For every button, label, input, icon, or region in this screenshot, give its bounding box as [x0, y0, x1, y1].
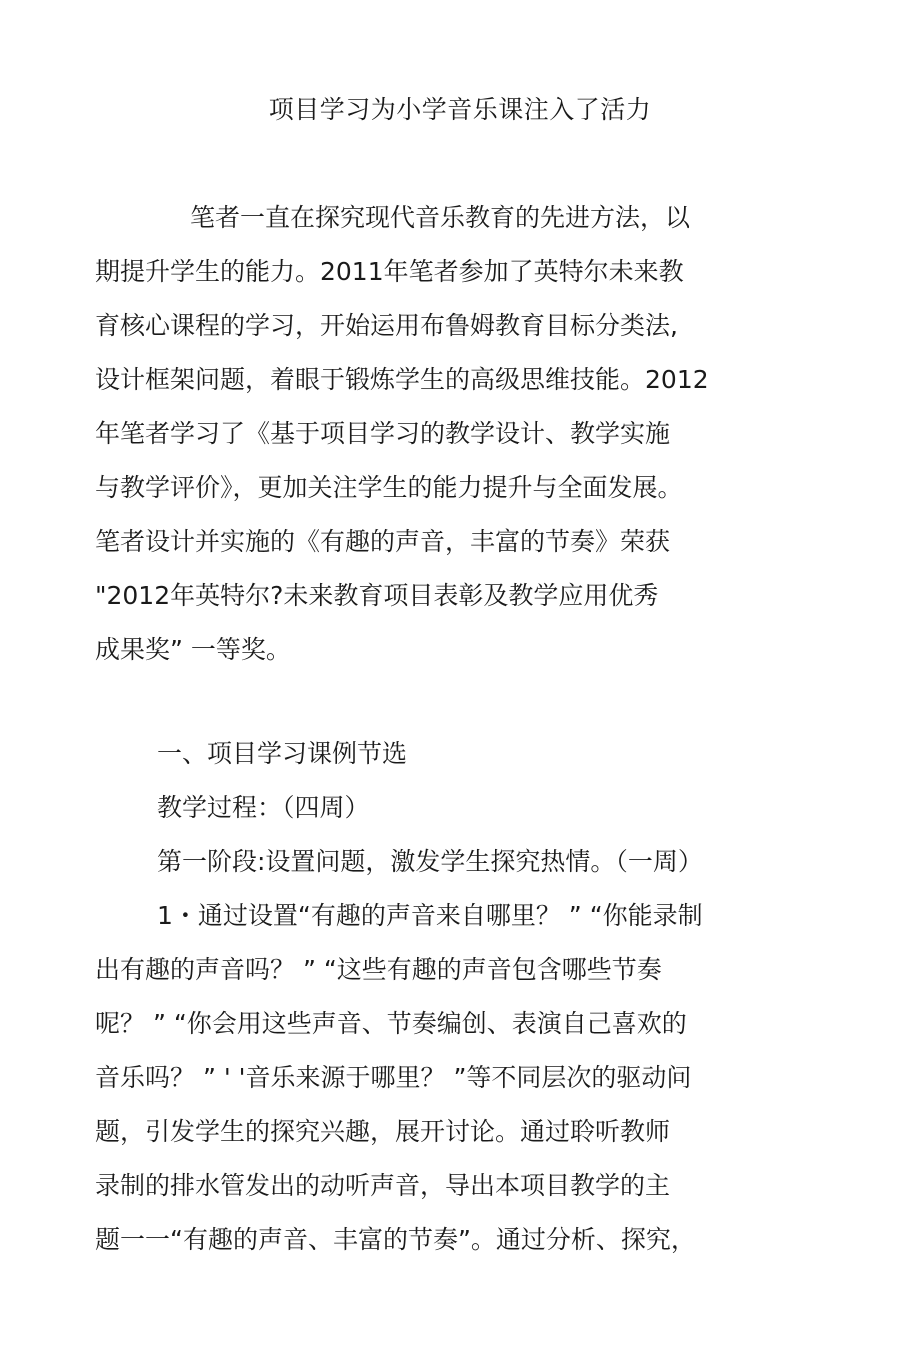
stage-heading: 第一阶段:设置问题，激发学生探究热情。（一周） — [157, 847, 703, 876]
paragraph-line: 育核心课程的学习，开始运用布鲁姆教育目标分类法, — [95, 311, 678, 340]
paragraph-line: 呢？ ” “你会用这些声音、节奏编创、表演自己喜欢的 — [95, 1009, 687, 1038]
paragraph-line: 题一一“有趣的声音、丰富的节奏”。通过分析、探究， — [95, 1225, 696, 1254]
paragraph-line: 录制的排水管发出的动听声音，导出本项目教学的主 — [95, 1171, 671, 1200]
paragraph-line: "2012年英特尔?未来教育项目表彰及教学应用优秀 — [95, 581, 659, 610]
paragraph-line: 题，引发学生的探究兴趣，展开讨论。通过聆听教师 — [95, 1117, 671, 1146]
paragraph-line: 与教学评价》，更加关注学生的能力提升与全面发展。 — [95, 473, 683, 502]
document-title: 项目学习为小学音乐课注入了活力 — [268, 95, 652, 124]
paragraph-line: 笔者设计并实施的《有趣的声音，丰富的节奏》荣获 — [95, 527, 671, 556]
paragraph-line: 1・通过设置“有趣的声音来自哪里？ ” “你能录制 — [157, 901, 703, 930]
paragraph-line: 成果奖” 一等奖。 — [95, 635, 291, 664]
paragraph-line: 笔者一直在探究现代音乐教育的先进方法，以 — [190, 203, 691, 232]
process-label: 教学过程：（四周） — [157, 793, 370, 822]
section-heading: 一、项目学习课例节选 — [157, 739, 408, 768]
paragraph-line: 设计框架问题，着眼于锻炼学生的高级思维技能。2012 — [95, 365, 709, 394]
paragraph-line: 年笔者学习了《基于项目学习的教学设计、教学实施 — [95, 419, 671, 448]
paragraph-line: 期提升学生的能力。2011年笔者参加了英特尔未来教 — [95, 257, 684, 286]
paragraph-line: 音乐吗？ ” ' '音乐来源于哪里？ ”等不同层次的驱动问 — [95, 1063, 692, 1092]
paragraph-line: 出有趣的声音吗？ ” “这些有趣的声音包含哪些节奏 — [95, 955, 662, 984]
